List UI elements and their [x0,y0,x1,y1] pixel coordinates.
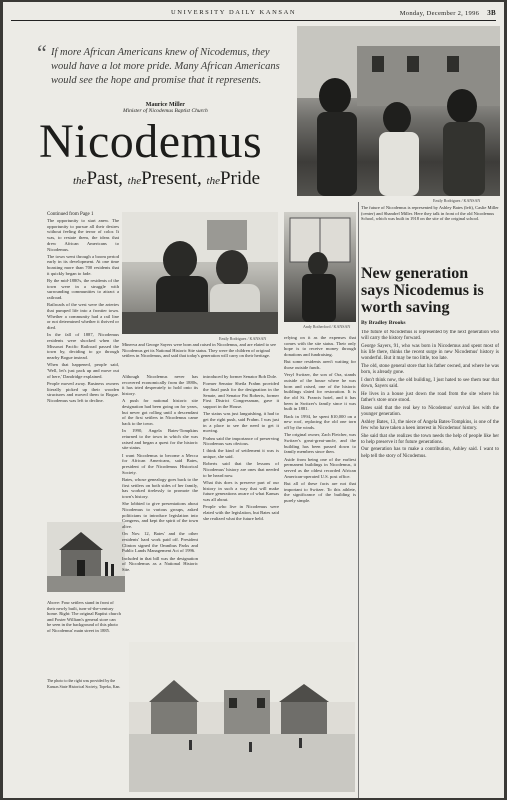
col1-paragraph: When that happened, people said, 'Well, let's just pack up and move out of here,' Dandridge explained. [47,362,119,379]
col4-paragraph: Back in 1994, he spent $10,000 on a new roof, replacing the old one torn off by the winds. [284,413,356,431]
col2-paragraph: Although Nicodemus never has recovered economically from the 1880s, it has tried desperately to hold onto its history. [122,374,198,397]
switzer-photo-art [284,212,356,322]
subtitle-the-2: the [127,175,142,187]
subtitle-present: Present, [141,168,202,189]
col4-paragraph: Aside from being one of the earliest permanent buildings in Nicodemus, it served as the oldest recorded African American-operated U.S. post office. [284,456,356,479]
page-header [11,6,496,21]
col4-paragraph: relying on it as the expenses that comes with the site status. Their only hope is to receive money through donations and fundraising. [284,335,356,358]
newspaper-page [3,2,504,798]
switzer-photo-credit: Andy Rotherford / KANSAN [303,324,351,329]
col4-paragraph: Veryl Switzer, the son of Ora, stands outside of the house where he was born and raised, one of the historic buildings slated for restoration. It is the old St. Francis hotel, and it has been in Switzer's family since it was built in 1881. [284,372,356,412]
children-photo [297,26,500,196]
continued-label: Continued from Page 1 [47,212,94,217]
col1-paragraph: In the fall of 1887, Nicodemus residents were shocked when the Missouri Pacific Railroad passed the town by, deciding to go through nearby Bogue instead. [47,332,119,361]
col4-paragraph: But all of these facts are not that important to Switzer. To this athlete, the significance of the building is purely simple. [284,480,356,503]
switzer-photo [284,212,356,322]
col2-paragraph: In 1990, Angela Bates-Tompkins returned to the town in which she was raised and began a quest for the historic site status. [122,428,198,451]
subtitle-the-3: the [206,175,220,187]
col5-paragraph: He lives in a house just down the road from the site where his father's store once stood. [361,391,499,404]
masthead-subtitle [73,168,260,190]
col2-paragraph: On Nov. 12, Bates' and the other residents' hard work paid off. President Clinton signed the Omnibus Parks and Public Lands Management Act of 1996. [122,531,198,554]
settlers-house-caption: Above: Four settlers stand in front of their newly built, turn-of-the-century home. Right: The original Baptist church and Foster William's general store can be seen in the background of this photo of Nicodemus' main street in 1885. [47,600,121,633]
article-column-2 [122,374,198,638]
col1-paragraph: Railroads of the west were the arteries that pumped life into a frontier town. Whether a community had a rail line or not determined whether it thrived or died. [47,302,119,331]
main-street-photo [129,642,355,792]
settlers-house-art [47,522,125,592]
col3-paragraph: The status was just languishing, it had to get the right push, said Frahm. I was just in a place to see the need to get it moving. [203,411,279,434]
sayers-photo-credit: Emily Rodriguez / KANSAN [219,336,267,341]
header-date: Monday, December 2, 1996 [399,10,480,17]
pull-quote-attribution [123,102,208,114]
sidebar-byline: By Bradley Brooks [361,320,406,326]
col3-paragraph: Roberts said that the lessons of Nicodemus' history are ones that needed to be heard now. [203,461,279,478]
col2-paragraph: I want Nicodemus to become a Mecca for African Americans, said Bates, president of the Nicodemus Historical Society. [122,452,198,475]
header-page-number: 3B [487,9,496,17]
header-date-page [400,9,496,17]
col5-paragraph: She said that she realizes the town needs the help of people like her to help preserve it for future generations. [361,433,499,445]
col5-paragraph: Bates said that the real key to Nicodemus' survival lies with the younger generation. [361,405,499,417]
col3-paragraph: What this does is preserve part of our history in such a way that will make future generations aware of what Kansas was all about. [203,479,279,503]
col3-paragraph: People who live in Nicodemus were elated with the legislation, but Bates said she realized what the future held. [203,504,279,521]
settlers-house-photo [47,522,125,592]
quote-mark-icon: “ [37,40,47,65]
col3-paragraph: introduced by former Senator Bob Dole. [203,374,278,379]
col5-paragraph: Ashley Bates, 13, the niece of Angela Bates-Tompkins, is one of the few who have taken a keen interest in Nicodemus' history. [361,419,499,431]
sidebar-headline: New generation says Nicodemus is worth saving [361,265,484,316]
col2-paragraph: A push for national historic site designation had been going on for years, but never got rolling until a descendant of the first settlers in Nicodemus came back to the town. [122,398,198,427]
col5-paragraph: I don't think now, the old building, I just hated to see them tear that down, Sayers said. [361,377,499,390]
col5-paragraph: The old, stone general store that his father owned, and where he was born, is already gone. [361,364,499,376]
sayers-photo [122,212,278,334]
col1-paragraph: The opportunity to start anew. The opportunity to pursue all their desires without feeling the terror of color. It was, to restate them, the ideas that drew African Americans to Nicodemus. [47,218,119,252]
subtitle-the-1: the [73,175,87,187]
col2-paragraph: Bates, whose genealogy goes back to the first settlers on both sides of her family, has worked tirelessly to promote the town's history. [122,476,198,500]
subtitle-pride: Pride [219,168,261,189]
children-photo-caption: The future of Nicodemus is represented by Ashley Bates (left), Caslie Miller (center) and Shandrel Miller. Here they talk in front of the old Nicodemus School, which was built in 1918 on the site of the original school. [361,205,499,222]
children-photo-art [297,26,500,196]
col3-paragraph: Former Senator Sheila Frahm provided the final push for the designation in the Senate, and Senator Pat Roberts, former First District Congressman, gave it support in the House. [203,381,279,410]
col3-paragraph: I think the kind of settlement it was is unique, she said. [203,448,279,460]
col1-paragraph: By the mid-1880's, the residents of the town were in a struggle with surrounding communities to attract a railroad. [47,278,119,301]
header-paper-name: UNIVERSITY DAILY KANSAN [171,9,297,16]
masthead-title: Nicodemus [39,115,263,168]
sayers-photo-art [122,212,278,334]
pull-quote-title: Minister of Nicodemus Baptist Church [123,108,208,114]
article-column-4 [284,335,356,635]
col2-paragraph: Included in that bill was the designation of Nicodemus as a National Historic Site. [122,555,198,572]
article-column-3 [203,374,279,638]
col1-paragraph: People moved away. Business owners literally picked up their wooden structures and moved them to Bogue. Nicodemus was left to decline. [47,380,119,404]
subtitle-past: Past, [86,168,123,189]
children-photo-credit: Emily Rodriguez / KANSAN [433,198,481,203]
sidebar-story-column [361,330,499,790]
col5-paragraph: The future of Nicodemus is represented by the next generation who will carry the history forward. [361,330,499,342]
col4-paragraph: The original owner, Zach Fletcher, was Switzer's great-great-uncle, and the building has been passed down to family members since then. [284,432,356,455]
col3-paragraph: Frahm said the importance of preserving Nicodemus was obvious. [203,435,279,447]
article-column-1 [47,218,119,518]
col2-paragraph: She lobbied to give presentations about Nicodemus to various groups, asked politicians to introduce legislation into Congress, and kept the spirit of the town alive. [122,501,198,530]
col1-paragraph: The town went through a boom period early in its development. At one time boasting more than 700 residents that it quickly began to fade. [47,253,119,276]
pull-quote-name: Maurice Miller [145,102,185,108]
sayers-photo-caption: Minerva and George Sayers were born and raised in Nicodemus, and are elated to see Nicodemus get its National Historic Site status. They were the children of original settlers in Nicodemus, and said that today's generation will carry on their heritage. [122,342,276,359]
column-divider [358,202,359,798]
col5-paragraph: George Sayers, 91, who was born in Nicodemus and spent most of his life there, thinks the recent surge in new Nicodemus' history is wonderful. But it may be too little, too late. [361,343,499,362]
pull-quote: If more African Americans knew of Nicodemus, they would have a lot more pride. Many African Americans would see the hope and promise that it represents. [51,47,280,86]
historical-society-courtesy: The photo to the right was provided by the Kansas State Historical Society, Topeka, Kan. [47,678,121,689]
col4-paragraph: But some residents aren't waiting for those outside funds. [284,359,356,371]
main-street-art [129,642,355,792]
col5-paragraph: Our generation has to make a contribution, Ashley said. I want to help tell the story of Nicodemus. [361,447,499,459]
